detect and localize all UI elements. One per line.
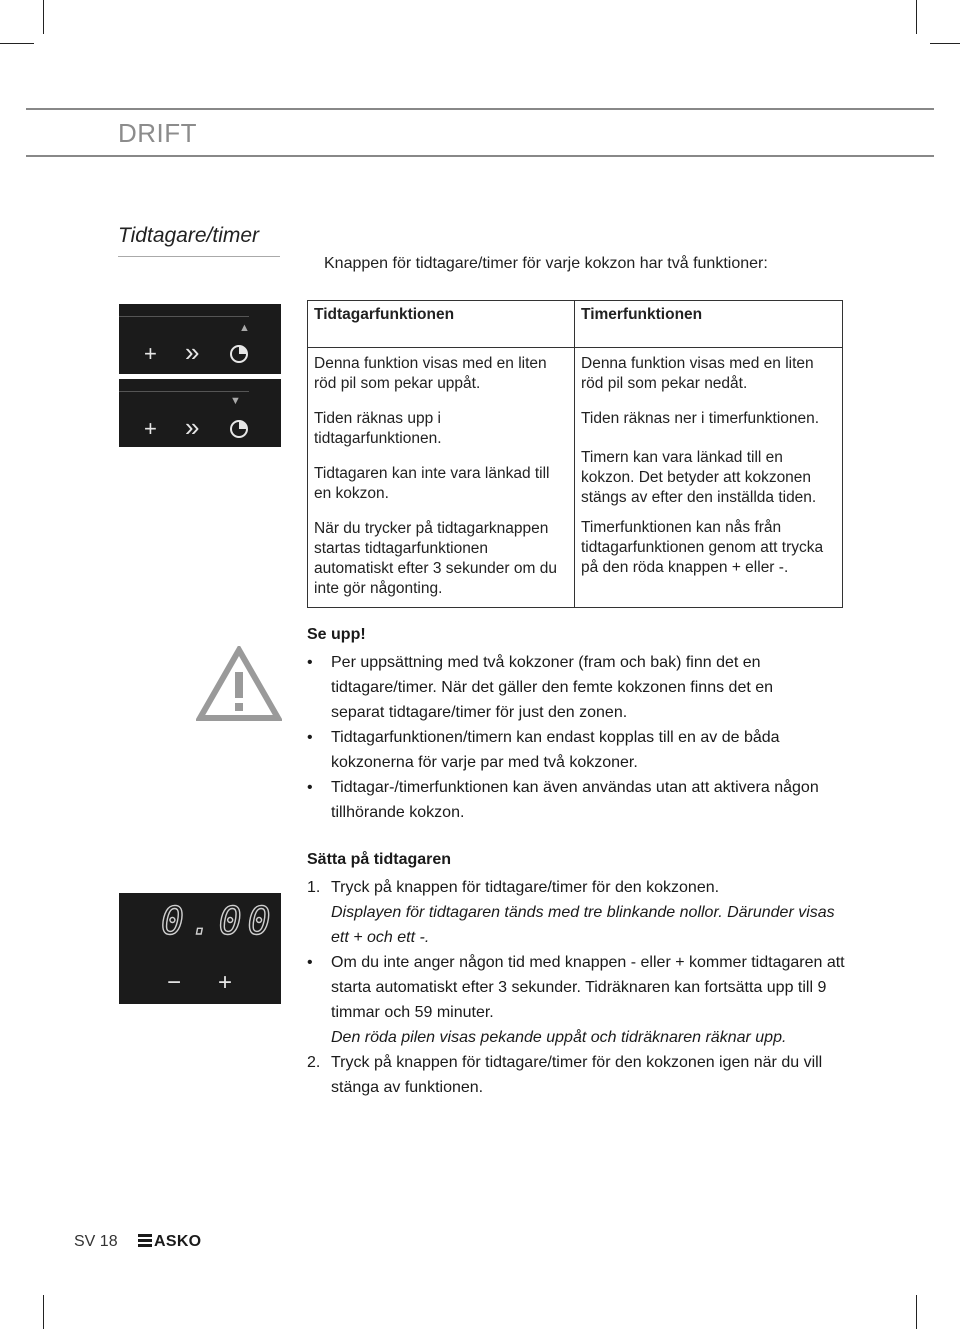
warning-icon [196,646,282,722]
section-title: DRIFT [118,118,198,148]
brand-name: ASKO [154,1233,202,1250]
table-header-timer: Timerfunktionen [575,301,843,348]
list-item: • Tidtagar-/timerfunktionen kan även användas utan att aktivera någon tillhörande kokzon. [307,775,827,825]
timer-display [119,893,281,1004]
timer-icon[interactable] [229,419,249,439]
arrow-up-icon: ▲ [239,322,250,334]
function-table [307,300,843,608]
plus-button[interactable]: + [218,969,233,996]
plus-button[interactable]: + [144,416,157,441]
step-number: 2. [307,1054,321,1071]
table-paragraph: Timerfunktionen kan nås från tidtagarfunktionen genom att trycka på den röda knappen + eller -. [581,519,824,576]
table-paragraph: Timern kan vara länkad till en kokzon. Det betyder att kokzonen stängs av efter den inställda tiden. [581,449,817,506]
list-item: • Per uppsättning med två kokzoner (fram och bak) finn det en tidtagare/timer. När det gäller den femte kokzonen finns det en separat tidtagare/timer för just den zonen. [307,650,827,725]
panel-line [119,391,249,392]
page-number: SV 18 [74,1233,118,1250]
warning-title: Se upp! [307,626,366,643]
list-item: • Tidtagarfunktionen/timern kan endast kopplas till en av de båda kokzonerna för varje par med två kokzoner. [307,725,827,775]
chevron-right-icon[interactable]: » [185,337,200,367]
crop-mark [916,0,917,34]
step-number: 1. [307,879,321,896]
header-rule-bottom [26,155,934,157]
plus-button[interactable]: + [144,341,157,366]
intro-text: Knappen för tidtagare/timer för varje kokzon har två funktioner: [324,255,768,272]
table-cell-stopwatch [308,348,575,608]
table-header-stopwatch: Tidtagarfunktionen [308,301,575,348]
brand-logo [138,1233,201,1251]
table-cell-timer [575,348,843,608]
table-paragraph: När du trycker på tidtagarknappen startas tidtagarfunktionen automatiskt efter 3 sekunder om du inte gör någonting. [314,520,557,597]
header-rule-top [26,108,934,110]
table-paragraph: Tiden räknas ner i timerfunktionen. [581,410,820,427]
asko-logo-icon [138,1234,152,1247]
control-panel-timer [119,379,281,447]
crop-mark [43,1295,44,1329]
crop-mark [930,43,960,44]
howto-steps [307,875,847,1100]
howto-title: Sätta på tidtagaren [307,851,452,868]
table-paragraph: Denna funktion visas med en liten röd pil som pekar uppåt. [314,355,547,392]
step-note: Displayen för tidtagaren tänds med tre blinkande nollor. Därunder visas ett + och ett -. [331,904,835,946]
control-panel-stopwatch [119,304,281,374]
table-paragraph: Denna funktion visas med en liten röd pil som pekar nedåt. [581,355,814,392]
subsection-underline [118,256,280,257]
display-readout: 0.00 [161,899,277,943]
minus-button[interactable]: − [167,969,182,996]
panel-line [119,316,249,317]
step-text: Om du inte anger någon tid med knappen - eller + kommer tidtagaren att starta automatiskt efter 3 sekunder. Tidräknaren kan fortsätta upp till 9 timmar och 59 minuter. [331,954,845,1021]
step-item [307,1050,847,1100]
timer-icon[interactable] [229,344,249,364]
step-text: Tryck på knappen för tidtagare/timer för den kokzonen. [331,879,720,896]
step-text: Tryck på knappen för tidtagare/timer för den kokzonen igen när du vill stänga av funktionen. [331,1054,823,1096]
step-item [307,875,847,950]
table-paragraph: Tiden räknas upp i tidtagarfunktionen. [314,410,442,447]
crop-mark [916,1295,917,1329]
warning-list [307,650,827,825]
table-paragraph: Tidtagaren kan inte vara länkad till en kokzon. [314,465,550,502]
step-item [307,950,847,1050]
bullet-mark: • [307,954,313,971]
crop-mark [0,43,34,44]
step-note: Den röda pilen visas pekande uppåt och tidräknaren räknar upp. [331,1029,787,1046]
chevron-right-icon[interactable]: » [185,412,200,442]
crop-mark [43,0,44,34]
arrow-down-icon: ▼ [230,395,241,407]
subsection-title: Tidtagare/timer [118,224,260,247]
